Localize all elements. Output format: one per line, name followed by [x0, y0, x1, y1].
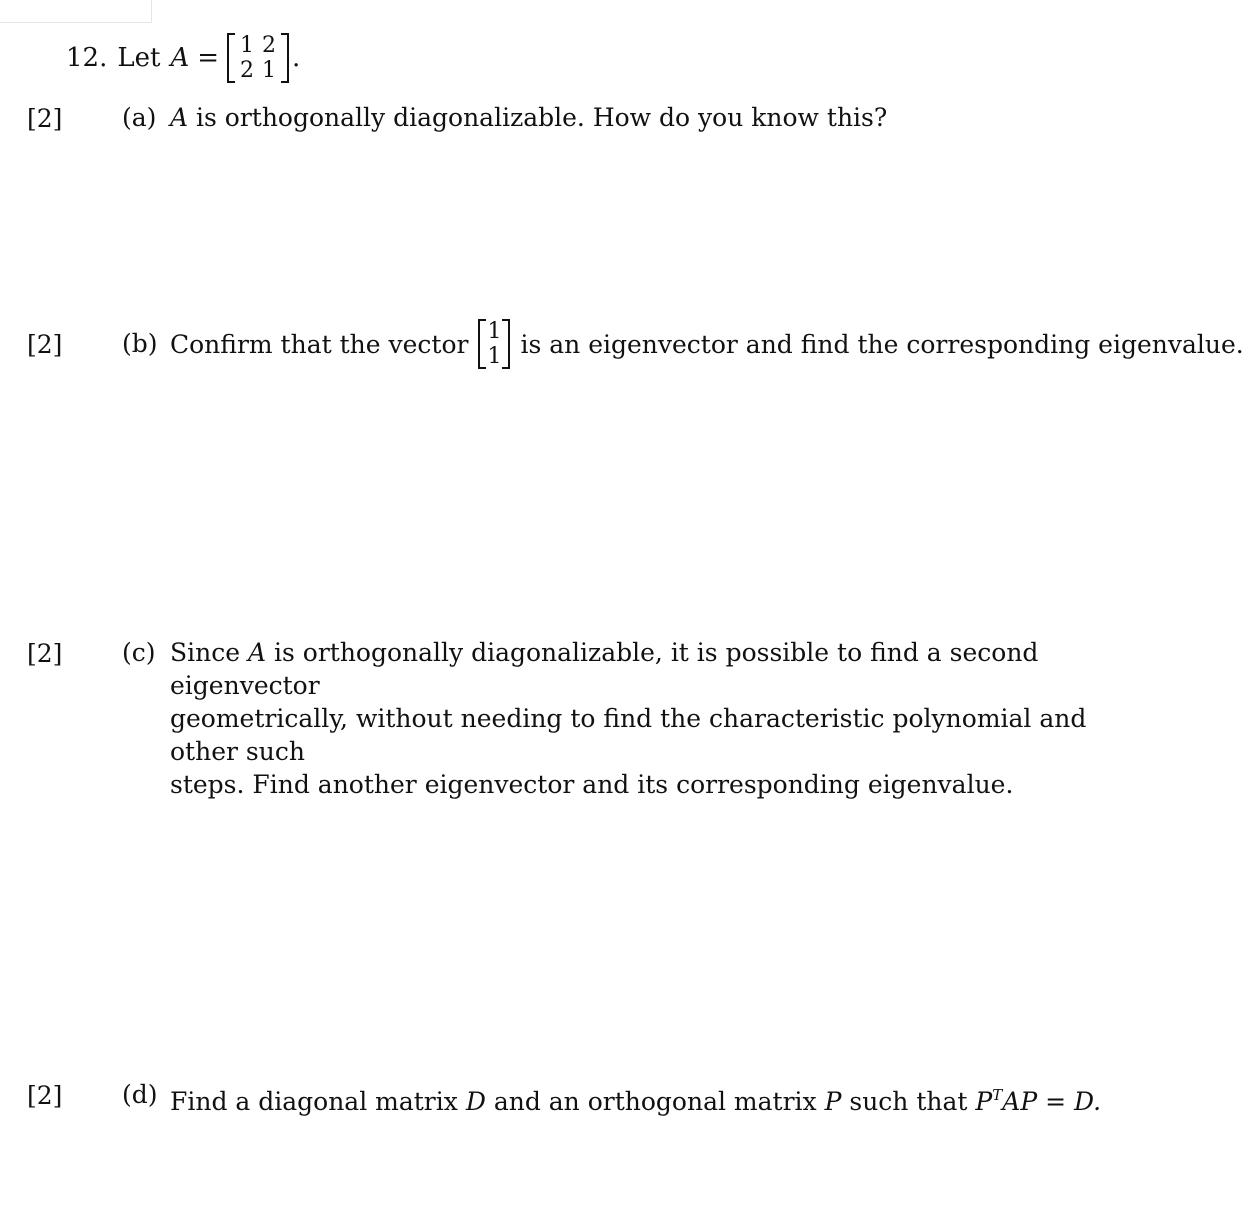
part-d-text2: and an orthogonal matrix: [493, 1087, 817, 1116]
marks-c: [2]: [27, 639, 63, 668]
marks-b: [2]: [27, 330, 63, 359]
part-d-eq-d: D.: [1074, 1087, 1102, 1116]
part-d-text1: Find a diagonal matrix: [170, 1087, 458, 1116]
part-a-text: [170, 101, 1140, 135]
part-d-var-p: P: [824, 1087, 842, 1116]
part-d-var-d: D: [465, 1087, 486, 1116]
question-header: [66, 28, 300, 88]
part-c-line-2: geometrically, without needing to find the characteristic polynomial and other such: [170, 704, 1087, 766]
part-a-var: A: [170, 103, 189, 132]
part-d-eq-equals: =: [1045, 1087, 1067, 1116]
part-c-line-3: steps. Find another eigenvector and its corresponding eigenvalue.: [170, 770, 1014, 799]
matrix-a: [227, 33, 289, 83]
part-c-line1-rest: is orthogonally diagonalizable, it is possible to find a second eigenvector: [170, 638, 1039, 700]
corner-rule-vertical: [151, 0, 152, 22]
vector-entry: 1: [487, 319, 502, 344]
vector-entry: 1: [487, 344, 502, 369]
equals-sign: =: [197, 43, 220, 73]
part-c-label: (c): [122, 638, 156, 667]
end-punctuation: .: [292, 43, 301, 73]
part-a-label: (a): [122, 103, 157, 132]
marks-d: [2]: [27, 1081, 63, 1110]
part-c-text: [170, 636, 1140, 801]
part-a-body: is orthogonally diagonalizable. How do you know this?: [196, 103, 888, 132]
matrix-a-entry: 2: [240, 58, 255, 83]
question-number: 12.: [66, 43, 108, 73]
vector-left-bracket: [478, 319, 486, 369]
part-c-line-1: [170, 636, 1140, 702]
matrix-left-bracket: [227, 33, 235, 83]
part-d-text3: such that: [849, 1087, 968, 1116]
part-b-after: is an eigenvector and find the corresponding eigenvalue.: [520, 329, 1244, 359]
part-d-eq-p: P: [975, 1087, 993, 1116]
corner-rule-horizontal: [0, 22, 152, 23]
part-b-text: [170, 312, 1244, 376]
part-b-before: Confirm that the vector: [170, 329, 469, 359]
matrix-a-grid: [227, 33, 289, 83]
question-intro: Let: [117, 43, 161, 73]
matrix-name: A: [170, 43, 190, 73]
part-c-var: A: [247, 638, 267, 667]
part-d-eq-ap: AP: [1002, 1087, 1038, 1116]
vector-right-bracket: [502, 319, 510, 369]
part-d-text: [170, 1078, 1140, 1119]
vector-b: [478, 319, 510, 369]
marks-a: [2]: [27, 104, 63, 133]
part-d-eq-transpose: T: [992, 1086, 1003, 1104]
matrix-a-entry: 2: [262, 33, 277, 58]
matrix-a-entry: 1: [262, 58, 277, 83]
part-d-label: (d): [122, 1080, 158, 1109]
part-c-pre: Since: [170, 638, 241, 667]
matrix-a-entry: 1: [240, 33, 255, 58]
matrix-right-bracket: [281, 33, 289, 83]
part-b-label: (b): [122, 329, 158, 358]
